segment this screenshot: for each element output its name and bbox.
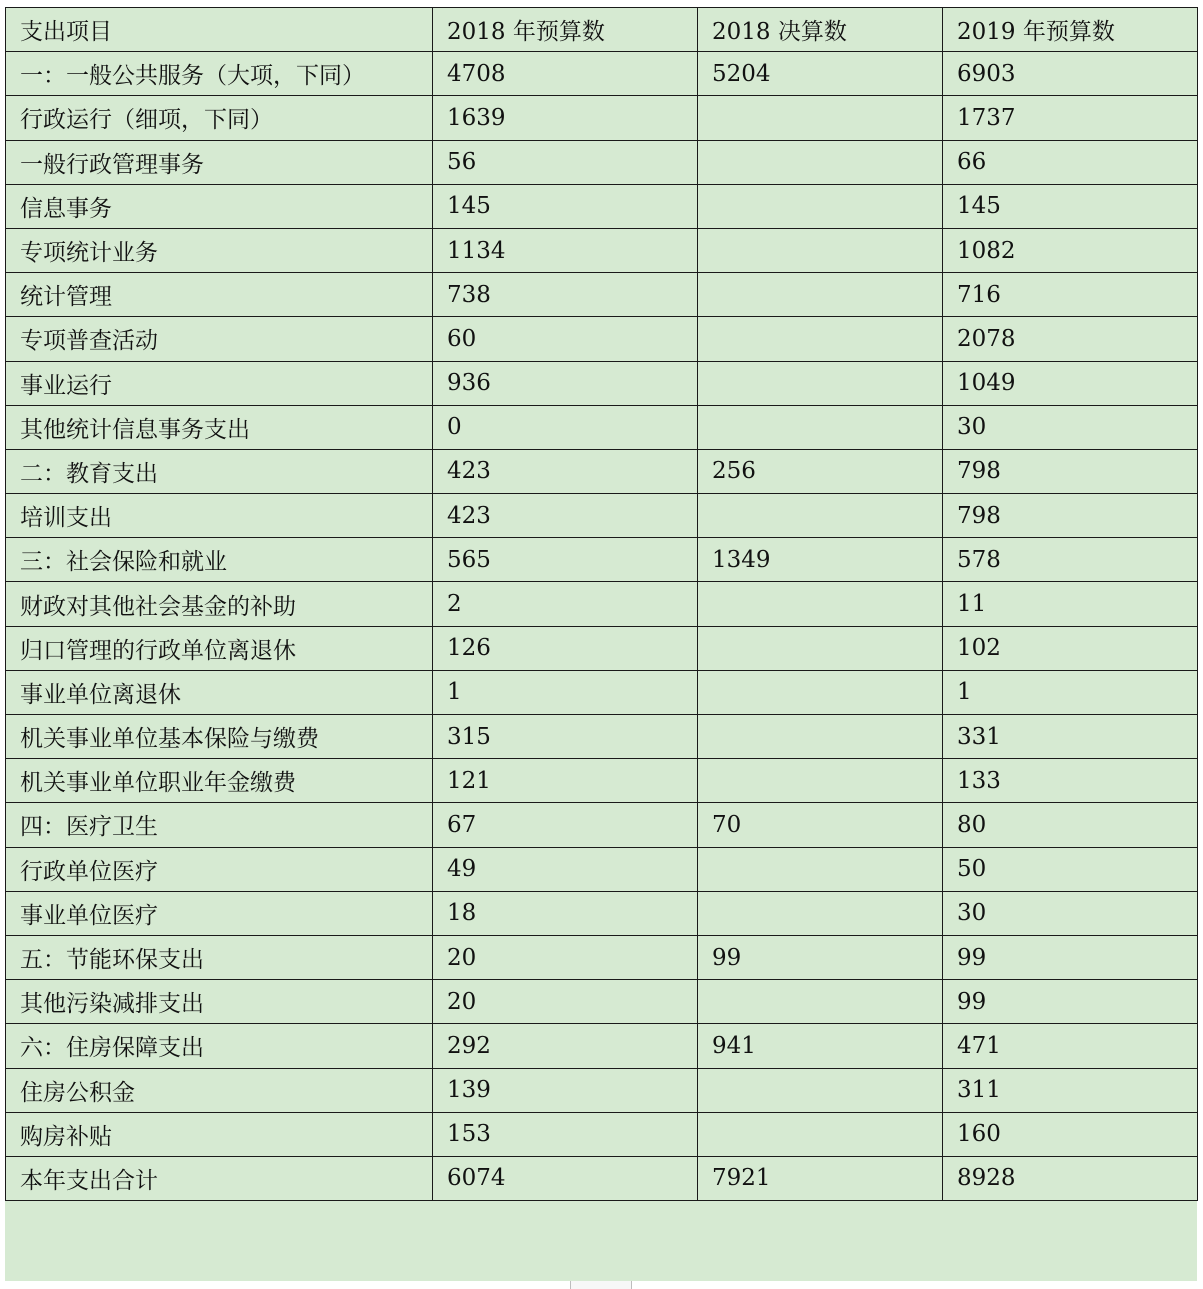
cell-2018-budget[interactable]: 56 xyxy=(433,140,698,184)
cell-2019-budget[interactable]: 578 xyxy=(943,538,1198,582)
table-row xyxy=(6,405,1198,449)
cell-2018-final[interactable] xyxy=(698,670,943,714)
cell-2018-final[interactable] xyxy=(698,96,943,140)
cell-2019-budget[interactable]: 102 xyxy=(943,626,1198,670)
cell-2019-budget[interactable]: 99 xyxy=(943,980,1198,1024)
cell-2018-budget[interactable]: 292 xyxy=(433,1024,698,1068)
table-row xyxy=(6,449,1198,493)
cell-item[interactable]: 其他污染减排支出 xyxy=(6,980,433,1024)
cell-2019-budget[interactable]: 1 xyxy=(943,670,1198,714)
cell-2019-budget[interactable]: 1049 xyxy=(943,361,1198,405)
cell-2018-budget[interactable]: 738 xyxy=(433,273,698,317)
cell-2018-budget[interactable]: 67 xyxy=(433,803,698,847)
cell-2019-budget[interactable]: 99 xyxy=(943,935,1198,979)
cell-item[interactable]: 事业单位医疗 xyxy=(6,891,433,935)
cell-2018-budget[interactable]: 139 xyxy=(433,1068,698,1112)
cell-item[interactable]: 三：社会保险和就业 xyxy=(6,538,433,582)
table-row xyxy=(6,1024,1198,1068)
cell-2018-final[interactable] xyxy=(698,184,943,228)
budget-table-body xyxy=(6,8,1198,1201)
cell-2018-final[interactable] xyxy=(698,228,943,272)
cell-2019-budget[interactable]: 145 xyxy=(943,184,1198,228)
header-cell-2019-budget[interactable]: 2019 年预算数 xyxy=(943,8,1198,52)
cell-item[interactable]: 专项普查活动 xyxy=(6,317,433,361)
table-row xyxy=(6,626,1198,670)
cell-2018-final[interactable]: 99 xyxy=(698,935,943,979)
cell-2019-budget[interactable]: 471 xyxy=(943,1024,1198,1068)
cell-2019-budget[interactable]: 311 xyxy=(943,1068,1198,1112)
cell-item[interactable]: 事业单位离退休 xyxy=(6,670,433,714)
cell-2018-budget[interactable]: 6074 xyxy=(433,1156,698,1200)
cell-2018-budget[interactable]: 145 xyxy=(433,184,698,228)
cell-2019-budget[interactable]: 66 xyxy=(943,140,1198,184)
cell-2018-final[interactable] xyxy=(698,1068,943,1112)
table-row xyxy=(6,715,1198,759)
cell-2018-budget[interactable]: 1134 xyxy=(433,228,698,272)
cell-2018-final[interactable]: 1349 xyxy=(698,538,943,582)
cell-2018-budget[interactable]: 2 xyxy=(433,582,698,626)
cell-2018-final[interactable] xyxy=(698,361,943,405)
cell-2018-budget[interactable]: 0 xyxy=(433,405,698,449)
table-row xyxy=(6,228,1198,272)
cell-item[interactable]: 信息事务 xyxy=(6,184,433,228)
cell-item[interactable]: 行政运行（细项，下同） xyxy=(6,96,433,140)
cell-2018-final[interactable] xyxy=(698,273,943,317)
cell-2019-budget[interactable]: 798 xyxy=(943,494,1198,538)
cell-item[interactable]: 购房补贴 xyxy=(6,1112,433,1156)
table-row xyxy=(6,317,1198,361)
cell-2018-budget[interactable]: 49 xyxy=(433,847,698,891)
cell-2018-budget[interactable]: 18 xyxy=(433,891,698,935)
cell-item[interactable]: 归口管理的行政单位离退休 xyxy=(6,626,433,670)
table-row xyxy=(6,891,1198,935)
cell-item[interactable]: 六：住房保障支出 xyxy=(6,1024,433,1068)
table-row xyxy=(6,759,1198,803)
cell-2018-final[interactable]: 5204 xyxy=(698,52,943,96)
cell-item[interactable]: 本年支出合计 xyxy=(6,1156,433,1200)
cell-item[interactable]: 财政对其他社会基金的补助 xyxy=(6,582,433,626)
cell-item[interactable]: 机关事业单位基本保险与缴费 xyxy=(6,715,433,759)
cell-2018-final[interactable]: 70 xyxy=(698,803,943,847)
table-row xyxy=(6,538,1198,582)
cell-2019-budget[interactable]: 30 xyxy=(943,891,1198,935)
cell-2018-final[interactable]: 7921 xyxy=(698,1156,943,1200)
cell-2018-budget[interactable]: 126 xyxy=(433,626,698,670)
cell-item[interactable]: 统计管理 xyxy=(6,273,433,317)
cell-item[interactable]: 其他统计信息事务支出 xyxy=(6,405,433,449)
cell-item[interactable]: 住房公积金 xyxy=(6,1068,433,1112)
header-cell-2018-budget[interactable]: 2018 年预算数 xyxy=(433,8,698,52)
header-cell-2018-final[interactable]: 2018 决算数 xyxy=(698,8,943,52)
cell-2019-budget[interactable]: 716 xyxy=(943,273,1198,317)
cell-2018-budget[interactable]: 153 xyxy=(433,1112,698,1156)
cell-2018-budget[interactable]: 423 xyxy=(433,449,698,493)
cell-item[interactable]: 二：教育支出 xyxy=(6,449,433,493)
cell-2018-budget[interactable]: 423 xyxy=(433,494,698,538)
cell-2018-budget[interactable]: 20 xyxy=(433,935,698,979)
cell-2018-final[interactable] xyxy=(698,405,943,449)
budget-sheet xyxy=(5,7,1197,1281)
cell-2018-budget[interactable]: 60 xyxy=(433,317,698,361)
sheet-tab-stub[interactable] xyxy=(570,1281,632,1289)
cell-2019-budget[interactable]: 2078 xyxy=(943,317,1198,361)
cell-2018-budget[interactable]: 1639 xyxy=(433,96,698,140)
table-row xyxy=(6,582,1198,626)
cell-2019-budget[interactable]: 133 xyxy=(943,759,1198,803)
table-row xyxy=(6,670,1198,714)
cell-2018-budget[interactable]: 4708 xyxy=(433,52,698,96)
cell-2018-final[interactable]: 941 xyxy=(698,1024,943,1068)
cell-2019-budget[interactable]: 6903 xyxy=(943,52,1198,96)
cell-2018-final[interactable] xyxy=(698,980,943,1024)
table-row xyxy=(6,494,1198,538)
cell-2018-budget[interactable]: 1 xyxy=(433,670,698,714)
cell-2018-final[interactable] xyxy=(698,317,943,361)
cell-item[interactable]: 机关事业单位职业年金缴费 xyxy=(6,759,433,803)
cell-2019-budget[interactable]: 30 xyxy=(943,405,1198,449)
table-row xyxy=(6,980,1198,1024)
table-row xyxy=(6,273,1198,317)
cell-item[interactable]: 四：医疗卫生 xyxy=(6,803,433,847)
cell-2018-budget[interactable]: 315 xyxy=(433,715,698,759)
cell-2018-final[interactable] xyxy=(698,1112,943,1156)
table-row xyxy=(6,1156,1198,1200)
cell-2019-budget[interactable]: 160 xyxy=(943,1112,1198,1156)
cell-2018-final[interactable] xyxy=(698,626,943,670)
table-row xyxy=(6,184,1198,228)
cell-item[interactable]: 行政单位医疗 xyxy=(6,847,433,891)
cell-2018-final[interactable] xyxy=(698,759,943,803)
table-row xyxy=(6,1112,1198,1156)
table-row xyxy=(6,96,1198,140)
cell-2019-budget[interactable]: 1737 xyxy=(943,96,1198,140)
table-row xyxy=(6,935,1198,979)
cell-item[interactable]: 一般行政管理事务 xyxy=(6,140,433,184)
budget-table xyxy=(5,7,1198,1201)
cell-item[interactable]: 专项统计业务 xyxy=(6,228,433,272)
cell-2019-budget[interactable]: 50 xyxy=(943,847,1198,891)
header-cell-item[interactable]: 支出项目 xyxy=(6,8,433,52)
cell-2018-final[interactable] xyxy=(698,582,943,626)
table-row xyxy=(6,361,1198,405)
cell-2018-final[interactable] xyxy=(698,494,943,538)
table-row xyxy=(6,52,1198,96)
table-row xyxy=(6,140,1198,184)
cell-2018-final[interactable] xyxy=(698,715,943,759)
cell-item[interactable]: 一：一般公共服务（大项，下同） xyxy=(6,52,433,96)
table-row xyxy=(6,847,1198,891)
cell-2018-final[interactable] xyxy=(698,891,943,935)
cell-2019-budget[interactable]: 1082 xyxy=(943,228,1198,272)
cell-2018-budget[interactable]: 121 xyxy=(433,759,698,803)
cell-2018-final[interactable] xyxy=(698,847,943,891)
cell-2019-budget[interactable]: 11 xyxy=(943,582,1198,626)
cell-item[interactable]: 事业运行 xyxy=(6,361,433,405)
cell-2019-budget[interactable]: 8928 xyxy=(943,1156,1198,1200)
cell-item[interactable]: 培训支出 xyxy=(6,494,433,538)
cell-2018-budget[interactable]: 565 xyxy=(433,538,698,582)
cell-2019-budget[interactable]: 331 xyxy=(943,715,1198,759)
table-row xyxy=(6,1068,1198,1112)
table-row xyxy=(6,803,1198,847)
cell-2018-budget[interactable]: 20 xyxy=(433,980,698,1024)
cell-2018-final[interactable]: 256 xyxy=(698,449,943,493)
cell-2019-budget[interactable]: 80 xyxy=(943,803,1198,847)
header-row xyxy=(6,8,1198,52)
cell-2019-budget[interactable]: 798 xyxy=(943,449,1198,493)
cell-2018-budget[interactable]: 936 xyxy=(433,361,698,405)
cell-item[interactable]: 五：节能环保支出 xyxy=(6,935,433,979)
cell-2018-final[interactable] xyxy=(698,140,943,184)
